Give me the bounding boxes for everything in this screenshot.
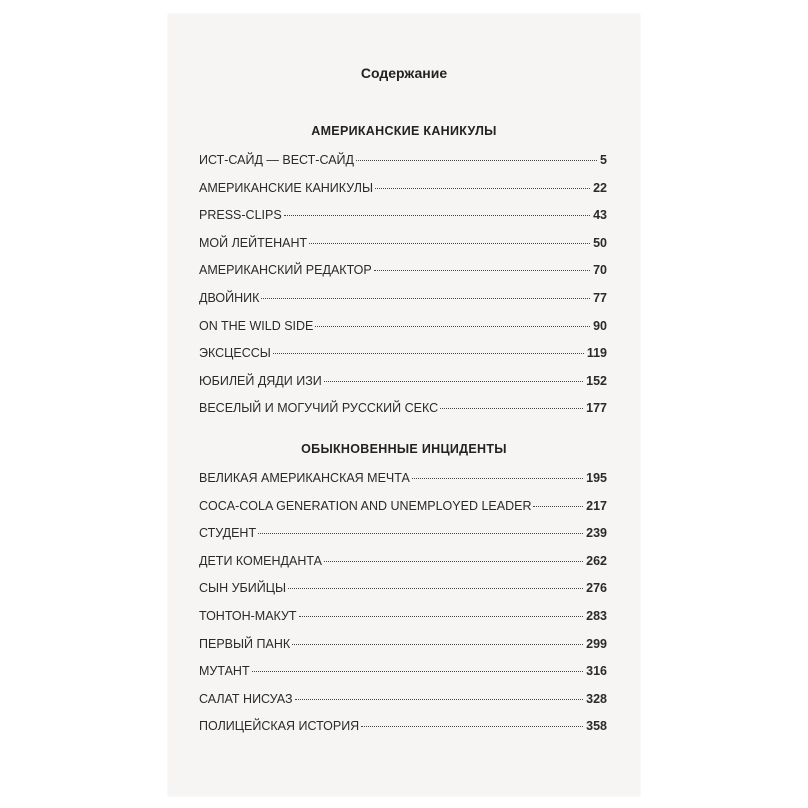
dot-leader (299, 616, 584, 617)
toc-entry-page: 276 (586, 581, 607, 596)
dot-leader (288, 588, 583, 589)
toc-entry (199, 230, 607, 258)
toc-entry (199, 575, 607, 603)
toc-entry-page: 77 (593, 290, 607, 305)
toc-entry-page: 90 (593, 318, 607, 333)
toc-entry-page: 177 (586, 401, 607, 416)
toc-entry-title: АМЕРИКАНСКИЕ КАНИКУЛЫ (199, 180, 374, 195)
book-page (168, 14, 640, 796)
toc-entry-page: 316 (586, 664, 607, 679)
toc-entry (199, 493, 607, 521)
dot-leader (324, 381, 583, 382)
toc-entry-page: 239 (586, 526, 607, 541)
toc-entry-page: 152 (586, 373, 607, 388)
toc-entry-title: СЫН УБИЙЦЫ (199, 581, 287, 596)
toc-entry-title: PRESS-CLIPS (199, 208, 282, 223)
contents-title: Содержание (360, 65, 448, 81)
toc-entry (199, 686, 607, 714)
toc-list-section-1 (199, 147, 607, 423)
toc-list-section-2 (199, 465, 607, 741)
toc-entry-page: 50 (593, 235, 607, 250)
dot-leader (258, 533, 583, 534)
dot-leader (361, 726, 583, 727)
toc-entry (199, 520, 607, 548)
toc-entry-title: ИСТ-САЙД — ВЕСТ-САЙД (199, 153, 355, 167)
toc-entry-page: 195 (586, 471, 607, 485)
toc-entry-title: МУТАНТ (199, 664, 250, 679)
dot-leader (324, 561, 583, 562)
toc-entry-title: ЭКСЦЕССЫ (199, 346, 271, 361)
dot-leader (533, 506, 583, 507)
section-heading-american-holidays: АМЕРИКАНСКИЕ КАНИКУЛЫ (311, 124, 497, 138)
toc-entry-page: 5 (600, 153, 607, 167)
toc-entry-title: АМЕРИКАНСКИЙ РЕДАКТОР (199, 263, 372, 278)
toc-entry-page: 283 (586, 608, 607, 623)
toc-entry-page: 358 (586, 719, 607, 734)
toc-entry-page: 43 (593, 208, 607, 223)
dot-leader (315, 326, 590, 327)
toc-entry (199, 368, 607, 396)
dot-leader (273, 353, 584, 354)
toc-entry (199, 285, 607, 313)
toc-entry (199, 340, 607, 368)
toc-entry-title: ПОЛИЦЕЙСКАЯ ИСТОРИЯ (199, 719, 360, 734)
toc-entry-title: ВЕЛИКАЯ АМЕРИКАНСКАЯ МЕЧТА (199, 471, 410, 485)
toc-entry-title: COCA-COLA GENERATION AND UNEMPLOYED LEADER (199, 498, 532, 513)
toc-entry (199, 147, 607, 175)
toc-entry (199, 548, 607, 576)
toc-entry-title: ВЕСЕЛЫЙ И МОГУЧИЙ РУССКИЙ СЕКС (199, 401, 439, 416)
toc-entry (199, 658, 607, 686)
dot-leader (292, 644, 583, 645)
dot-leader (261, 298, 590, 299)
toc-entry-page: 262 (586, 553, 607, 568)
toc-entry (199, 631, 607, 659)
toc-entry-page: 119 (586, 346, 607, 361)
toc-entry-title: САЛАТ НИСУАЗ (199, 691, 293, 706)
dot-leader (309, 243, 590, 244)
dot-leader (440, 408, 583, 409)
toc-entry (199, 175, 607, 203)
toc-entry-title: МОЙ ЛЕЙТЕНАНТ (199, 235, 308, 250)
toc-entry-title: СТУДЕНТ (199, 526, 257, 541)
toc-entry (199, 713, 607, 741)
dot-leader (356, 160, 597, 161)
toc-entry-page: 70 (593, 263, 607, 278)
dot-leader (412, 478, 583, 479)
dot-leader (295, 699, 584, 700)
dot-leader (374, 270, 590, 271)
dot-leader (375, 188, 590, 189)
toc-entry (199, 313, 607, 341)
dot-leader (252, 671, 584, 672)
toc-entry (199, 202, 607, 230)
toc-entry (199, 465, 607, 493)
toc-entry-title: ON THE WILD SIDE (199, 318, 314, 333)
toc-entry-title: ТОНТОН-МАКУТ (199, 608, 297, 623)
toc-entry-title: ДЕТИ КОМЕНДАНТА (199, 553, 322, 568)
toc-entry-page: 217 (586, 498, 607, 513)
toc-entry-page: 299 (586, 636, 607, 651)
dot-leader (284, 215, 590, 216)
toc-entry-page: 22 (593, 180, 607, 195)
toc-entry (199, 395, 607, 423)
toc-entry (199, 603, 607, 631)
section-heading-ordinary-incidents: ОБЫКНОВЕННЫЕ ИНЦИДЕНТЫ (301, 442, 507, 456)
toc-entry-title: ЮБИЛЕЙ ДЯДИ ИЗИ (199, 373, 322, 388)
toc-entry (199, 257, 607, 285)
toc-entry-title: ДВОЙНИК (199, 290, 260, 305)
toc-entry-title: ПЕРВЫЙ ПАНК (199, 636, 291, 651)
toc-entry-page: 328 (586, 691, 607, 706)
